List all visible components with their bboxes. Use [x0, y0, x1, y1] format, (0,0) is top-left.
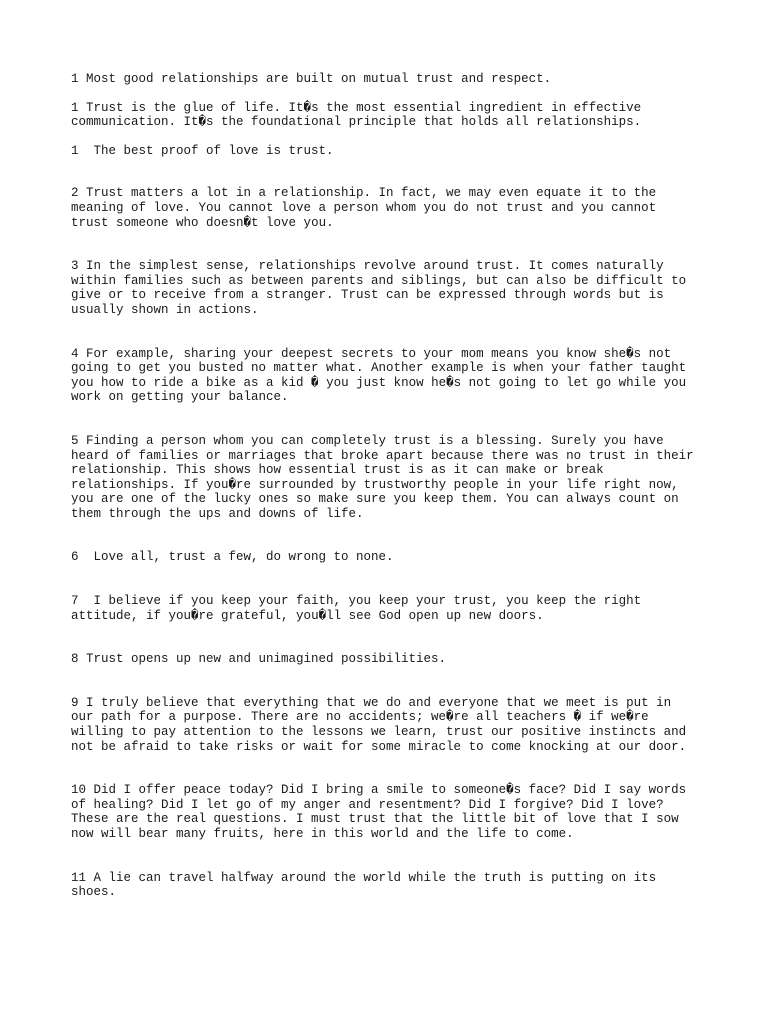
document-page [71, 72, 711, 900]
paragraph-1c: 1 The best proof of love is trust. [71, 143, 334, 158]
paragraph-1a: 1 Most good relationships are built on mutual trust and respect. [71, 72, 552, 86]
paragraph-2: 2 Trust matters a lot in a relationship. In fact, we may even equate it to the meaning of love. You cannot love a person whom you do not trust and you cannot trust someone who doesn�t love you. [71, 186, 657, 230]
paragraph-10: 10 Did I offer peace today? Did I bring a smile to someone�s face? Did I say words of healing? Did I let go of my anger and resentment? Did I forgive? Did I love? These are the real questions. I must trust that the little bit of love that I sow now will bear many fruits, here in this world and the life to come. [71, 783, 687, 841]
paragraph-8: 8 Trust opens up new and unimagined possibilities. [71, 652, 447, 667]
paragraph-4: 4 For example, sharing your deepest secrets to your mom means you know she�s not going to get you busted no matter what. Another example is when your father taught you how to ride a bike as a kid � you just know he�s not going to let go while you work on getting your balance. [71, 346, 687, 405]
paragraph-1b: 1 Trust is the glue of life. It�s the most essential ingredient in effective communication. It�s the foundational principle that holds all relationships. [71, 100, 642, 130]
paragraph-5: 5 Finding a person whom you can completely trust is a blessing. Surely you have heard of families or marriages that broke apart because there was no trust in their relationship. This shows how essential trust is as it can make or break relationships. If you�re surrounded by trustworthy people in your life right now, you are one of the lucky ones so make sure you keep them. You can always count on them through the ups and downs of life. [71, 433, 694, 521]
paragraph-6: 6 Love all, trust a few, do wrong to none. [71, 550, 394, 565]
paragraph-9: 9 I truly believe that everything that we do and everyone that we meet is put in our path for a purpose. There are no accidents; we�re all teachers � if we�re willing to pay attention to the lessons we learn, trust our positive instincts and not be afraid to take risks or wait for some miracle to come knocking at our door. [71, 695, 687, 754]
paragraph-3: 3 In the simplest sense, relationships revolve around trust. It comes naturally within families such as between parents and siblings, but can also be difficult to give or to receive from a stranger. Trust can be expressed through words but is usually shown in actions. [71, 259, 687, 317]
paragraph-7: 7 I believe if you keep your faith, you keep your trust, you keep the right attitude, if you�re grateful, you�ll see God open up new doors. [71, 594, 642, 623]
paragraph-11: 11 A lie can travel halfway around the world while the truth is putting on its shoes. [71, 870, 657, 900]
